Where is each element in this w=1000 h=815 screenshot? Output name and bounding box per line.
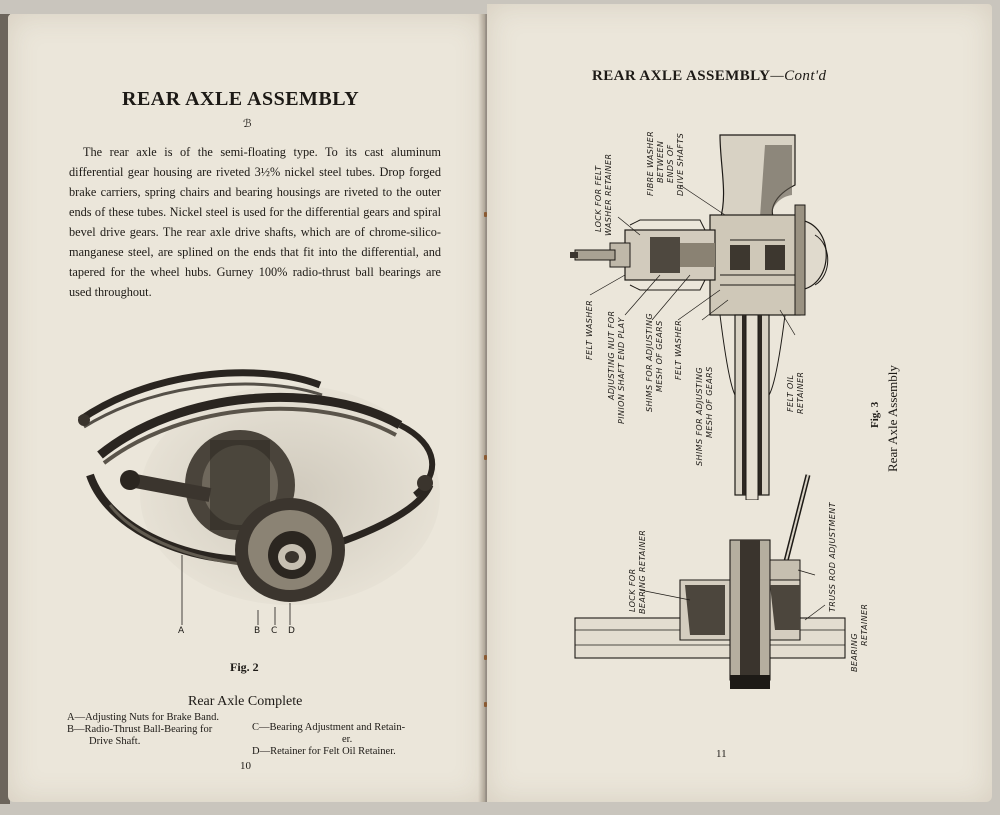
figure-2-legend-right: [252, 722, 442, 758]
label-shims-2a: SHIMS FOR ADJUSTING: [695, 367, 704, 466]
label-shims-1a: SHIMS FOR ADJUSTING: [645, 313, 654, 412]
label-drive-shafts: DRIVE SHAFTS: [676, 132, 685, 196]
page-number-right: 11: [716, 748, 727, 760]
label-felt-washer-2: FELT WASHER: [674, 319, 683, 380]
photo-letter-c: C: [271, 626, 278, 636]
label-lock-felt: LOCK FOR FELT: [594, 165, 603, 232]
label-shims-1b: MESH OF GEARS: [655, 320, 664, 392]
label-retainer: RETAINER: [796, 371, 805, 414]
left-page-title: REAR AXLE ASSEMBLY: [122, 88, 360, 110]
label-felt-washer-1: FELT WASHER: [585, 299, 594, 360]
figure-2-caption: Rear Axle Complete: [188, 694, 303, 709]
label-between: BETWEEN: [656, 140, 665, 183]
legend-item-c-cont: er.: [342, 734, 353, 745]
label-ends-of: ENDS OF: [666, 144, 675, 183]
rear-axle-paragraph: The rear axle is of the semi-floating type. To its cast aluminum differential gear housing are riveted 3½% nickel steel tubes. Drop forged brake carriers, spring chairs and bearing housings are riveted to the outer ends of these tubes. Nickel steel is used for the differential gears and spiral bevel drive gears. The rear axle drive shafts, which are of chrome-silico-manganese steel, are splined on the ends that fit into the differential, and tapered for the wheel hubs. Gurney 100% radio-thrust ball bearings are used throughout.: [69, 145, 441, 299]
photo-letter-a: A: [178, 626, 185, 636]
label-retainer-2: RETAINER: [860, 603, 869, 646]
figure-2-label: Fig. 2: [230, 660, 259, 674]
label-shims-2b: MESH OF GEARS: [705, 366, 714, 438]
label-washer-retainer: WASHER RETAINER: [604, 153, 613, 236]
rear-axle-photo: [70, 345, 450, 635]
label-bearing: BEARING: [850, 633, 859, 672]
label-adjusting-nut: ADJUSTING NUT FOR: [607, 310, 616, 400]
label-lock-for: LOCK FOR: [628, 568, 637, 612]
label-bearing-retainer: BEARING RETAINER: [638, 529, 647, 614]
legend-item-b: B—Radio-Thrust Ball-Bearing for: [67, 724, 213, 735]
label-pinion-shaft: PINION SHAFT END PLAY: [617, 317, 626, 424]
label-fibre-washer: FIBRE WASHER: [646, 130, 655, 196]
legend-item-a: A—Adjusting Nuts for Brake Band.: [67, 712, 219, 723]
label-felt-oil: FELT OIL: [786, 374, 795, 412]
right-title-main: REAR AXLE ASSEMBLY: [592, 68, 771, 84]
legend-item-d: D—Retainer for Felt Oil Retainer.: [252, 746, 396, 757]
photo-letter-b: B: [254, 626, 261, 636]
right-page-title: [592, 68, 826, 85]
title-ornament: ℬ: [243, 118, 252, 130]
photo-letter-d: D: [288, 626, 295, 636]
right-title-suffix: —Cont'd: [770, 68, 827, 84]
figure-3-label: Fig. 3: [869, 401, 881, 428]
page-number-left: 10: [240, 760, 251, 772]
figure-2-legend-left: [67, 712, 247, 748]
legend-item-b-cont: Drive Shaft.: [89, 736, 141, 747]
rear-axle-cross-section-bottom: [570, 470, 850, 695]
figure-3-caption: Rear Axle Assembly: [885, 365, 900, 472]
figure-3-caption-block: [855, 350, 915, 480]
legend-item-c: C—Bearing Adjustment and Retain-: [252, 722, 406, 733]
label-truss-rod: TRUSS ROD ADJUSTMENT: [828, 502, 837, 612]
